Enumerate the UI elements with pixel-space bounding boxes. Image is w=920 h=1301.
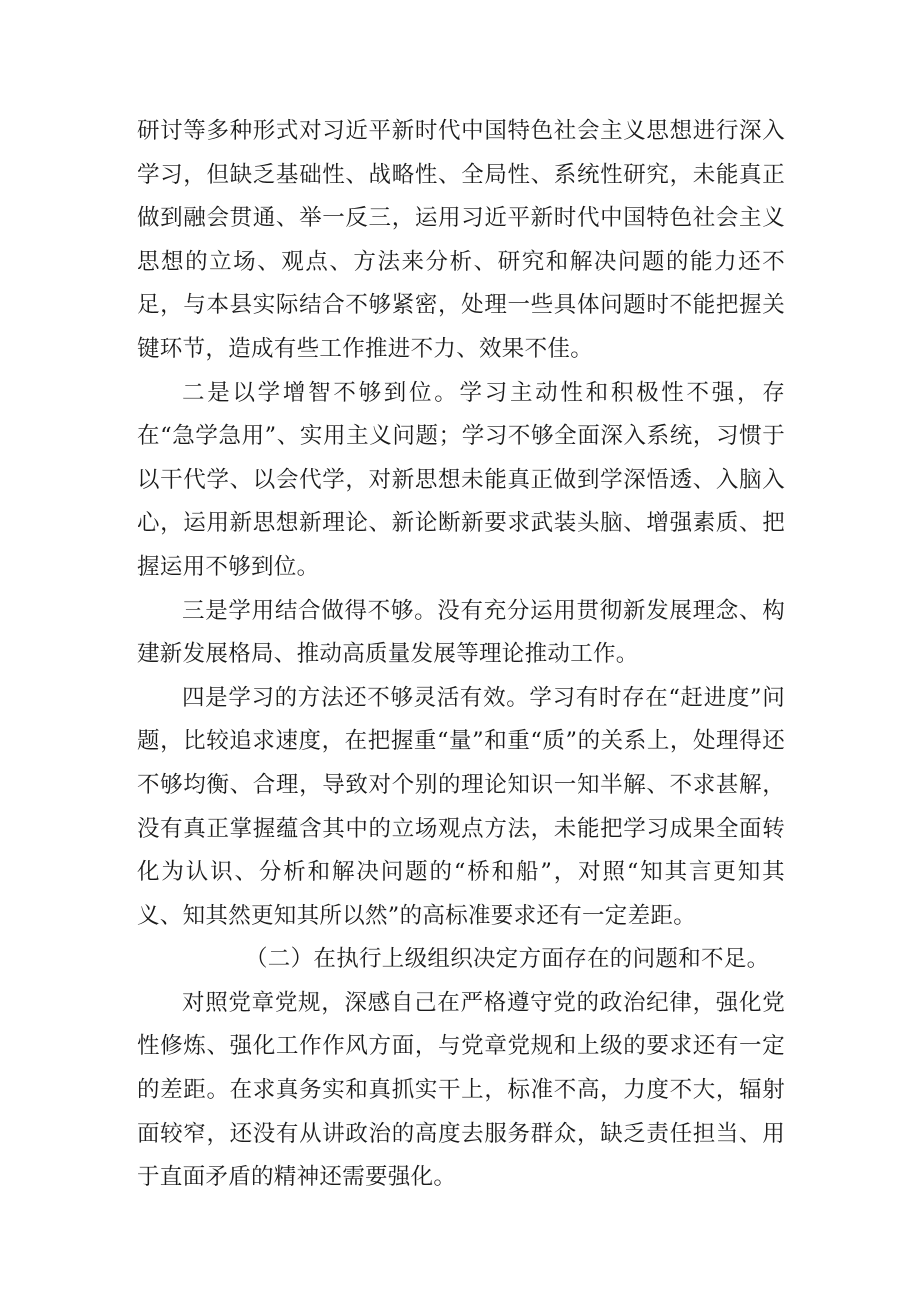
paragraph-point-four: 四是学习的方法还不够灵活有效。学习有时存在“赶进度”问题，比较追求速度，在把握重“量”和重“质”的关系上，处理得还不够均衡、合理，导致对个别的理论知识一知半解、不求甚解，没有真正掌握蕴含其中的立场观点方法，未能把学习成果全面转化为认识、分析和解决问题的“桥和船”，对照“知其言更知其义、知其然更知其所以然”的高标准要求还有一定差距。: [137, 684, 785, 929]
paragraph-continuation: 研讨等多种形式对习近平新时代中国特色社会主义思想进行深入学习，但缺乏基础性、战略性、全局性、系统性研究，未能真正做到融会贯通、举一反三，运用习近平新时代中国特色社会主义思想的立场、观点、方法来分析、研究和解决问题的能力还不足，与本县实际结合不够紧密，处理一些具体问题时不能把握关键环节，造成有些工作推进不力、效果不佳。: [137, 118, 785, 362]
section-heading-two: （二）在执行上级组织决定方面存在的问题和不足。: [245, 946, 770, 973]
document-body: [137, 110, 785, 1200]
paragraph-section-two-body: 对照党章党规，深感自己在严格遵守党的政治纪律，强化党性修炼、强化工作作风方面，与党章党规和上级的要求还有一定的差距。在求真务实和真抓实干上，标准不高，力度不大，辐射面较窄，还没有从讲政治的高度去服务群众，缺乏责任担当、用于直面矛盾的精神还需要强化。: [137, 989, 785, 1191]
paragraph-point-two: 二是以学增智不够到位。学习主动性和积极性不强，存在“急学急用”、实用主义问题；学习不够全面深入系统，习惯于以干代学、以会代学，对新思想未能真正做到学深悟透、入脑入心，运用新思想新理论、新论断新要求武装头脑、增强素质、把握运用不够到位。: [137, 379, 785, 580]
paragraph-point-three: 三是学用结合做得不够。没有充分运用贯彻新发展理念、构建新发展格局、推动高质量发展等理论推动工作。: [137, 597, 785, 668]
